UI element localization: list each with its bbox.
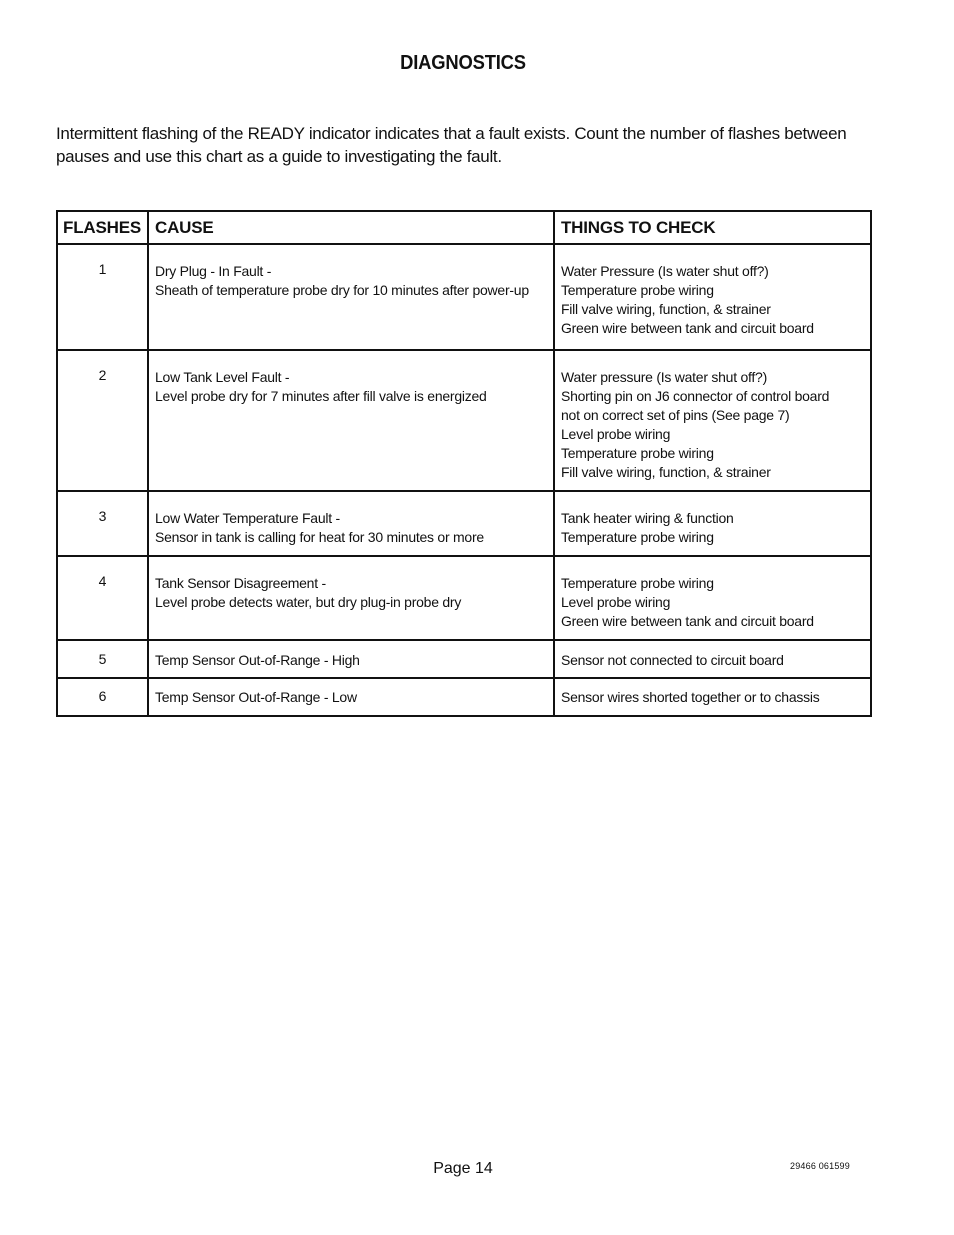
- cause-line: Level probe detects water, but dry plug-in probe dry: [155, 594, 462, 610]
- page-number: Page 14: [433, 1160, 493, 1177]
- check-line: Level probe wiring: [561, 426, 671, 442]
- check-cell: [554, 556, 871, 640]
- flashes-cell: 4: [57, 556, 148, 640]
- table-row: [57, 244, 871, 350]
- cause-cell: [148, 678, 554, 716]
- cause-cell: [148, 556, 554, 640]
- cause-cell: [148, 491, 554, 556]
- table-row: [57, 678, 871, 716]
- cause-line: Temp Sensor Out-of-Range - Low: [155, 689, 357, 705]
- check-cell: [554, 350, 871, 491]
- header-things-to-check: THINGS TO CHECK: [554, 211, 871, 244]
- cause-line: Dry Plug - In Fault -: [155, 263, 272, 279]
- cause-cell: [148, 244, 554, 350]
- intro-line: pauses and use this chart as a guide to investigating the fault.: [56, 147, 502, 166]
- intro-paragraph: [56, 122, 886, 168]
- cause-cell: [148, 350, 554, 491]
- check-line: Temperature probe wiring: [561, 575, 714, 591]
- check-line: Temperature probe wiring: [561, 282, 714, 298]
- check-line: Level probe wiring: [561, 594, 671, 610]
- cause-line: Temp Sensor Out-of-Range - High: [155, 652, 360, 668]
- table-row: [57, 350, 871, 491]
- cause-line: Low Water Temperature Fault -: [155, 510, 340, 526]
- page-title: DIAGNOSTICS: [400, 52, 526, 74]
- check-cell: [554, 244, 871, 350]
- table-row: [57, 640, 871, 678]
- cause-line: Level probe dry for 7 minutes after fill valve is energized: [155, 388, 487, 404]
- flashes-cell: 1: [57, 244, 148, 350]
- check-line: Fill valve wiring, function, & strainer: [561, 464, 771, 480]
- check-line: Water Pressure (Is water shut off?): [561, 263, 769, 279]
- check-cell: [554, 640, 871, 678]
- document-code: 29466 061599: [790, 1161, 850, 1171]
- check-line: Temperature probe wiring: [561, 445, 714, 461]
- intro-line: Intermittent flashing of the READY indicator indicates that a fault exists. Count the number of flashes between: [56, 124, 847, 143]
- cause-line: Low Tank Level Fault -: [155, 369, 290, 385]
- check-cell: [554, 678, 871, 716]
- check-line: Sensor not connected to circuit board: [561, 652, 784, 668]
- check-line: Water pressure (Is water shut off?): [561, 369, 767, 385]
- flashes-cell: 6: [57, 678, 148, 716]
- check-cell: [554, 491, 871, 556]
- check-line: Sensor wires shorted together or to chassis: [561, 689, 820, 705]
- check-line: Green wire between tank and circuit board: [561, 320, 814, 336]
- header-cause: CAUSE: [148, 211, 554, 244]
- check-line: Fill valve wiring, function, & strainer: [561, 301, 771, 317]
- check-line: Green wire between tank and circuit board: [561, 613, 814, 629]
- check-line: Tank heater wiring & function: [561, 510, 734, 526]
- check-line: not on correct set of pins (See page 7): [561, 407, 790, 423]
- cause-line: Sensor in tank is calling for heat for 30 minutes or more: [155, 529, 484, 545]
- check-line: Shorting pin on J6 connector of control board: [561, 388, 830, 404]
- table-header-row: [57, 211, 871, 244]
- cause-line: Sheath of temperature probe dry for 10 minutes after power-up: [155, 282, 529, 298]
- table-row: [57, 556, 871, 640]
- cause-cell: [148, 640, 554, 678]
- check-line: Temperature probe wiring: [561, 529, 714, 545]
- flashes-cell: 3: [57, 491, 148, 556]
- diagnostics-table: [56, 210, 872, 717]
- cause-line: Tank Sensor Disagreement -: [155, 575, 326, 591]
- flashes-cell: 5: [57, 640, 148, 678]
- flashes-cell: 2: [57, 350, 148, 491]
- table-row: [57, 491, 871, 556]
- header-flashes: FLASHES: [57, 211, 148, 244]
